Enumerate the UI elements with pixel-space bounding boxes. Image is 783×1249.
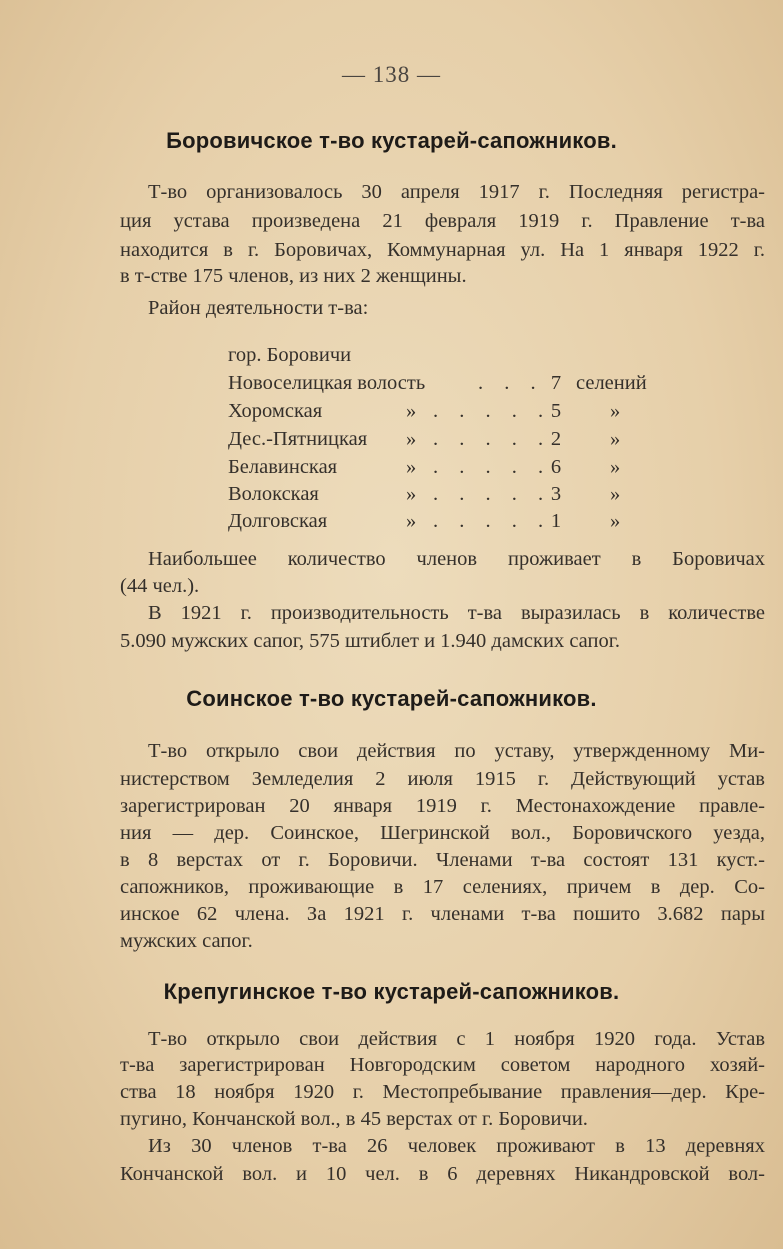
district-name: Долговская (228, 510, 328, 532)
paragraph-line: Т-во организовалось 30 апреля 1917 г. Последняя регистра- (148, 181, 765, 203)
ditto-mark: » (406, 428, 417, 450)
paragraph-line: в 8 верстах от г. Боровичи. Членами т-ва состоят 131 куст.- (120, 849, 765, 871)
paragraph-line: зарегистрирован 20 января 1919 г. Местонахождение правле- (120, 795, 765, 817)
leader-dots: . . . . . (433, 456, 552, 478)
district-name: гор. Боровичи (228, 344, 352, 366)
paragraph-line: пугино, Кончанской вол., в 45 верстах от г. Боровичи. (120, 1108, 588, 1130)
unit-label: селений (576, 372, 647, 394)
paragraph-line: Т-во открыло свои действия с 1 ноября 1920 года. Устав (148, 1028, 765, 1050)
paragraph-line: ция устава произведена 21 февраля 1919 г. Правление т-ва (120, 210, 765, 232)
district-name: Хоромская (228, 400, 323, 422)
village-count: 7 (550, 372, 562, 394)
paragraph-line: 5.090 мужских сапог, 575 штиблет и 1.940 дамских сапог. (120, 630, 620, 652)
ditto-mark: » (406, 456, 417, 478)
paragraph-line: находится в г. Боровичах, Коммунарная ул. На 1 января 1922 г. (120, 239, 765, 261)
ditto-mark: » (610, 400, 621, 422)
village-count: 3 (550, 483, 562, 505)
district-name: Новоселицкая волость (228, 372, 426, 394)
section-title-soinskoe: Соинское т-во кустарей-сапожников. (186, 686, 597, 711)
village-count: 6 (550, 456, 562, 478)
section-title-borovichi: Боровичское т-во кустарей-сапожников. (166, 128, 617, 153)
paragraph-line: (44 чел.). (120, 575, 200, 597)
paragraph-line: инское 62 члена. За 1921 г. членами т-ва пошито 3.682 пары (120, 903, 765, 925)
paragraph-line: Т-во открыло свои действия по уставу, утвержденному Ми- (148, 740, 765, 762)
village-count: 2 (550, 428, 562, 450)
ditto-mark: » (610, 483, 621, 505)
village-count: 1 (550, 510, 562, 532)
paragraph-line: ния — дер. Соинское, Шегринской вол., Боровичского уезда, (120, 822, 765, 844)
paragraph-line: мужских сапог. (120, 930, 253, 952)
district-name: Белавинская (228, 456, 338, 478)
leader-dots: . . . (478, 372, 544, 394)
paragraph-line: нистерством Земледелия 2 июля 1915 г. Действующий устав (120, 768, 765, 790)
paragraph-line: Наибольшее количество членов проживает в Боровичах (148, 548, 765, 570)
leader-dots: . . . . . (433, 510, 552, 532)
paragraph-line: Из 30 членов т-ва 26 человек проживают в 13 деревнях (148, 1135, 765, 1157)
ditto-mark: » (406, 510, 417, 532)
section-title-krepugino: Крепугинское т-во кустарей-сапожников. (163, 979, 620, 1004)
paragraph-line: В 1921 г. производительность т-ва выразилась в количестве (148, 602, 765, 624)
ditto-mark: » (406, 400, 417, 422)
leader-dots: . . . . . (433, 400, 552, 422)
paragraph-line: Кончанской вол. и 10 чел. в 6 деревнях Никандровской вол- (120, 1163, 765, 1185)
district-name: Дес.-Пятницкая (228, 428, 368, 450)
ditto-mark: » (406, 483, 417, 505)
ditto-mark: » (610, 428, 621, 450)
village-count: 5 (550, 400, 562, 422)
paragraph-line: сапожников, проживающие в 17 селениях, причем в дер. Со- (120, 876, 765, 898)
page-number: — 138 — (342, 62, 441, 87)
leader-dots: . . . . . (433, 483, 552, 505)
ditto-mark: » (610, 510, 621, 532)
paragraph-line: ства 18 ноября 1920 г. Местопребывание правления—дер. Кре- (120, 1081, 765, 1103)
leader-dots: . . . . . (433, 428, 552, 450)
ditto-mark: » (610, 456, 621, 478)
paragraph-line: в т-стве 175 членов, из них 2 женщины. (120, 265, 467, 287)
district-name: Волокская (228, 483, 319, 505)
paragraph-line: т-ва зарегистрирован Новгородским советом народного хозяй- (120, 1054, 765, 1076)
area-label: Район деятельности т-ва: (148, 297, 369, 319)
